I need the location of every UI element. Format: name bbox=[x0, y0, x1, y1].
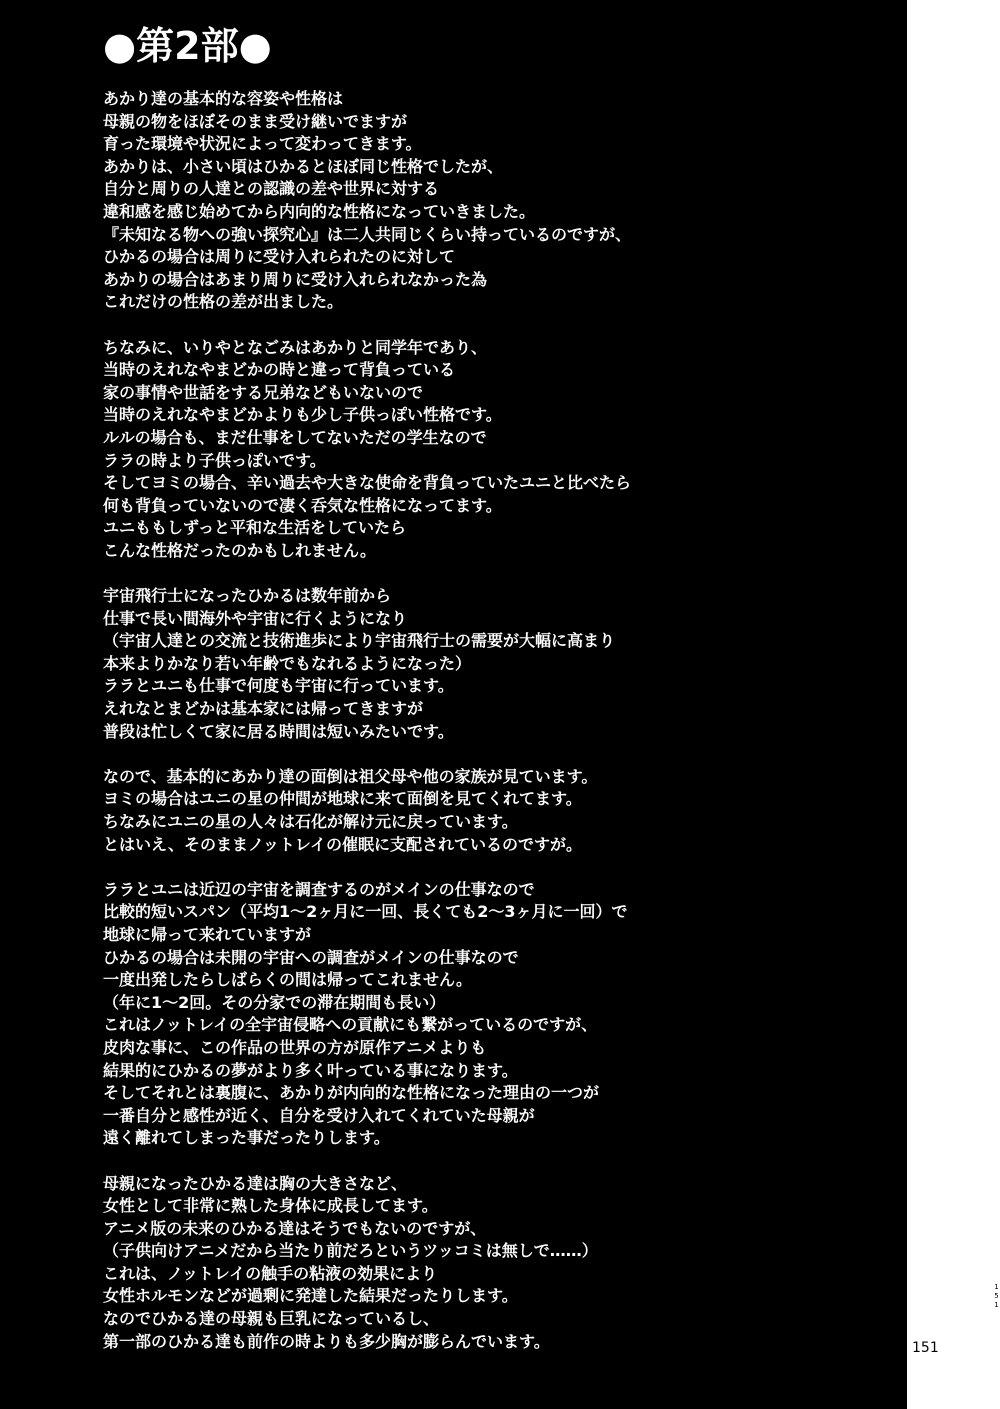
text-line: ララの時より子供っぽいです。 bbox=[103, 450, 326, 470]
text-line: 家の事情や世話をする兄弟などもいないので bbox=[103, 382, 424, 402]
text-line: 結果的にひかるの夢がより多く叶っている事になります。 bbox=[103, 1060, 518, 1080]
text-line: 女性として非常に熟した身体に成長してます。 bbox=[103, 1196, 438, 1216]
text-line: ルルの場合も、まだ仕事をしてないただの学生なので bbox=[103, 427, 487, 447]
body-text bbox=[103, 88, 893, 1376]
text-line: 母親になったひかる達は胸の大きさなど、 bbox=[103, 1173, 408, 1193]
text-line: ヨミの場合はユニの星の仲間が地球に来て面倒を見てくれてます。 bbox=[103, 789, 582, 809]
text-line: ララとユニは近辺の宇宙を調査するのがメインの仕事なので bbox=[103, 879, 535, 899]
text-line: 本来よりかなり若い年齢でもなれるようになった） bbox=[103, 653, 472, 673]
text-line: 当時のえれなやまどかよりも少し子供っぽい性格です。 bbox=[103, 405, 502, 425]
text-line: 比較的短いスパン（平均1～2ヶ月に一回、長くても2～3ヶ月に一回）で bbox=[103, 902, 628, 922]
text-line: アニメ版の未来のひかる達はそうでもないのですが、 bbox=[103, 1218, 487, 1238]
text-line: これは、ノットレイの触手の粘液の効果により bbox=[103, 1263, 438, 1283]
text-line: 育った環境や状況によって変わってきます。 bbox=[103, 134, 422, 154]
paragraph bbox=[103, 766, 893, 856]
text-line: （宇宙人達との交流と技術進歩により宇宙飛行士の需要が大幅に高まり bbox=[103, 631, 616, 651]
text-line: 遠く離れてしまった事だったりします。 bbox=[103, 1128, 390, 1148]
text-line: （子供向けアニメだから当たり前だろというツッコミは無しで……） bbox=[103, 1241, 598, 1261]
text-line: 女性ホルモンなどが過剰に発達した結果だったりします。 bbox=[103, 1286, 518, 1306]
text-line: 地球に帰って来れていますが bbox=[103, 924, 312, 944]
paragraph bbox=[103, 337, 893, 563]
text-line: 皮肉な事に、この作品の世界の方が原作アニメよりも bbox=[103, 1037, 487, 1057]
text-line: とはいえ、そのままノットレイの催眠に支配されているのですが。 bbox=[103, 834, 583, 854]
text-line: なので、基本的にあかり達の面倒は祖父母や他の家族が見ています。 bbox=[103, 766, 598, 786]
text-line: これだけの性格の差が出ました。 bbox=[103, 292, 344, 312]
text-line: あかり達の基本的な容姿や性格は bbox=[103, 89, 344, 108]
text-line: （年に1～2回。その分家での滞在期間も長い） bbox=[103, 992, 446, 1012]
text-line: 母親の物をほぼそのまま受け継いでますが bbox=[103, 111, 408, 131]
paragraph bbox=[103, 1173, 893, 1354]
text-line: 仕事で長い間海外や宇宙に行くようになり bbox=[103, 608, 408, 628]
text-line: そしてそれとは裏腹に、あかりが内向的な性格になった理由の一つが bbox=[103, 1083, 600, 1103]
text-line: えれなとまどかは基本家には帰ってきますが bbox=[103, 699, 424, 719]
text-line: ララとユニも仕事で何度も宇宙に行っています。 bbox=[103, 676, 454, 696]
text-line: ひかるの場合は周りに受け入れられたのに対して bbox=[103, 247, 456, 267]
paragraph bbox=[103, 585, 893, 743]
text-line: 違和感を感じ始めてから内向的な性格になっていきました。 bbox=[103, 201, 536, 221]
vertical-folio: 151 bbox=[994, 1283, 999, 1309]
text-line: 第一部のひかる達も前作の時よりも多少胸が膨らんでいます。 bbox=[103, 1331, 550, 1351]
section-heading: ●第2部● bbox=[103, 24, 272, 68]
text-line: 一番自分と感性が近く、自分を受け入れてくれていた母親が bbox=[103, 1105, 535, 1125]
text-line: 宇宙飛行士になったひかるは数年前から bbox=[103, 586, 392, 606]
text-line: 『未知なる物への強い探究心』は二人共同じくらい持っているのですが、 bbox=[103, 224, 632, 244]
text-line: 当時のえれなやまどかの時と違って背負っている bbox=[103, 360, 456, 380]
text-line: 自分と周りの人達との認識の差や世界に対する bbox=[103, 179, 440, 199]
text-line: 普段は忙しくて家に居る時間は短いみたいです。 bbox=[103, 721, 454, 741]
paragraph bbox=[103, 879, 893, 1150]
text-line: ユニももしずっと平和な生活をしていたら bbox=[103, 518, 407, 538]
text-line: そしてヨミの場合、辛い過去や大きな使命を背負っていたユニと比べたら bbox=[103, 473, 632, 493]
text-line: これはノットレイの全宇宙侵略への貢献にも繋がっているのですが、 bbox=[103, 1015, 598, 1035]
text-line: ちなみに、いりやとなごみはあかりと同学年であり、 bbox=[103, 337, 488, 357]
text-line: あかりの場合はあまり周りに受け入れられなかった為 bbox=[103, 269, 488, 289]
text-line: あかりは、小さい頃はひかるとほぼ同じ性格でしたが、 bbox=[103, 156, 504, 176]
text-line: なのでひかる達の母親も巨乳になっているし、 bbox=[103, 1309, 440, 1329]
paragraph bbox=[103, 88, 893, 314]
text-line: ひかるの場合は未開の宇宙への調査がメインの仕事なので bbox=[103, 947, 519, 967]
text-line: 一度出発したらしばらくの間は帰ってこれません。 bbox=[103, 970, 472, 990]
text-line: こんな性格だったのかもしれません。 bbox=[103, 540, 376, 560]
text-line: ちなみにユニの星の人々は石化が解け元に戻っています。 bbox=[103, 812, 518, 831]
page-number: 151 bbox=[912, 1340, 939, 1356]
text-line: 何も背負っていないので凄く呑気な性格になってます。 bbox=[103, 495, 502, 515]
